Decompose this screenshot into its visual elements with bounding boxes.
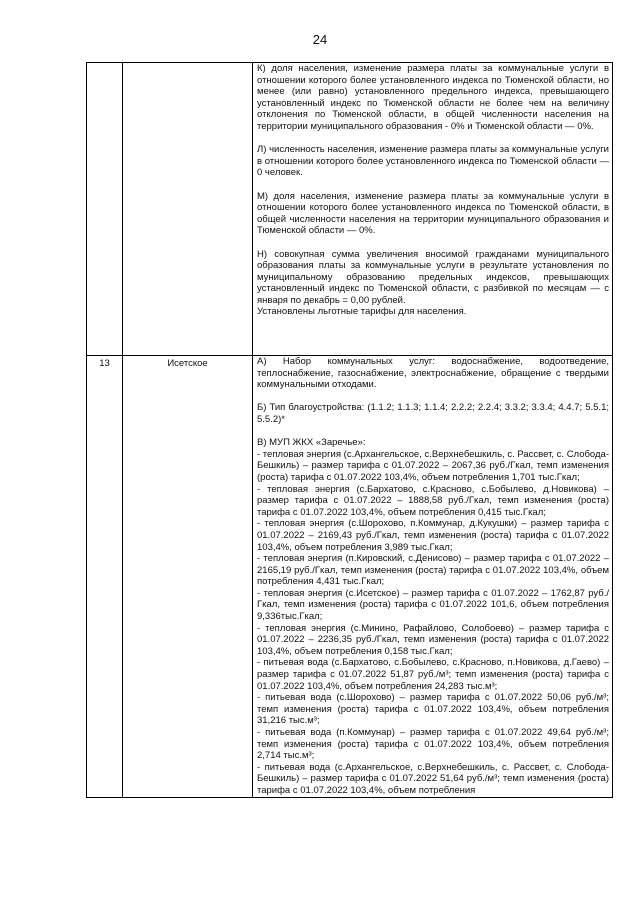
tariff-item: - тепловая энергия (с.Архангельское, с.Верхнебешкиль, с. Рассвет, с. Слобода-Бешкиль) – размер тарифа с 01.07.2022 – 2067,36 руб./Гкал, темп изменения (роста) тарифа с 01.07.2022 103,4%, объем потребления 1,701 тыс.Гкал; [257,448,609,483]
paragraph-l: Л) численность населения, изменение размера платы за коммунальные услуги в отношении которого более установленного индекса по Тюменской области — 0 человек. [257,144,609,179]
section-c-title: В) МУП ЖКХ «Заречье»: [257,437,366,449]
tariff-item: - тепловая энергия (с.Минино, Рафайлово, Солобоево) – размер тарифа с 01.07.2022 – 2236,35 руб./Гкал, темп изменения (роста) тарифа с 01.07.2022 103,4%, объем потребления 0,158 тыс.Гкал; [257,622,609,657]
tariff-item: - тепловая энергия (с.Исетское) – размер тарифа с 01.07.2022 – 1762,87 руб./Гкал, темп изменения (роста) тарифа с 01.07.2022 101,6, объем потребления 9,336тыс.Гкал; [257,587,609,623]
municipality-cell [123,63,253,356]
tariff-item: - тепловая энергия (с.Шорохово, п.Коммунар, д.Кукушки) – размер тарифа с 01.07.2022 – 2169,43 руб./Гкал, темп изменения (роста) тарифа с 01.07.2022 103,4%, объем потребления 3,989 тыс.Гкал; [257,518,609,553]
benefit-note: Установлены льготные тарифы для населения. [257,306,467,318]
section-a: А) Набор коммунальных услуг: водоснабжение, водоотведение, теплоснабжение, газоснабжение, электроснабжение, обращение с твердыми коммунальными отходами. [257,356,609,391]
tariff-table [86,62,613,798]
page-number: 24 [312,32,328,47]
paragraph-k: К) доля населения, изменение размера платы за коммунальные услуги в отношении которого более установленного индекса по Тюменской области, но менее (или равно) установленного предельного индекса, превышающего установленный индекс по Тюменской области не более чем на величину отклонения по Тюменской области, в общей численности населения на территории муниципального образования - 0% и Тюменской области — 0%. [257,63,609,132]
tariff-item: - питьевая вода (с.Шорохово) – размер тарифа с 01.07.2022 50,06 руб./м³; темп изменения (роста) тарифа с 01.07.2022 103,4%, объем потребления 31,216 тыс.м³; [257,692,609,727]
row-number-cell: 13 [87,356,123,798]
info-cell [253,356,613,798]
table-row [87,63,613,356]
tariff-item: - тепловая энергия (п.Кировский, с.Денисово) – размер тарифа с 01.07.2022 – 2165,19 руб./Гкал, темп изменения (роста) тарифа с 01.07.2022 103,4%, объем потребления 4,431 тыс.Гкал; [257,553,609,588]
info-cell [253,63,613,356]
tariff-item: - тепловая энергия (с.Бархатово, с.Красново, с.Бобылево, д.Новикова) – размер тарифа с 01.07.2022 – 1888,58 руб./Гкал, темп изменения (роста) тарифа с 01.07.2022 103,4%, объем потребления 0,415 тыс.Гкал; [257,483,609,518]
municipality-cell: Исетское [123,356,253,798]
section-b: Б) Тип благоустройства: (1.1.2; 1.1.3; 1.1.4; 2.2.2; 2.2.4; 3.3.2; 3.3.4; 4.4.7; 5.5.1; 5.5.2)* [257,402,609,425]
tariff-item: - питьевая вода (с.Бархатово, с.Бобылево, с.Красново, п.Новикова, д.Гаево) – размер тарифа с 01.07.2022 51,87 руб./м³; темп изменения (роста) тарифа с 01.07.2022 103,4%, объем потребления 24,283 тыс.м³; [257,657,609,692]
table-row [87,356,613,798]
tariff-item: - питьевая вода (п.Коммунар) – размер тарифа с 01.07.2022 49,64 руб./м³; темп изменения (роста) тарифа с 01.07.2022 103,4%, объем потребления 2,714 тыс.м³; [257,727,609,762]
row-number-cell [87,63,123,356]
paragraph-m: М) доля населения, изменение размера платы за коммунальные услуги в отношении которого более установленного индекса по Тюменской области, в общей численности населения на территории муниципального образования и Тюменской области — 0%. [257,190,609,237]
tariff-item: - питьевая вода (с.Архангельское, с.Верхнебешкиль, с. Рассвет, с. Слобода-Бешкиль) – размер тарифа с 01.07.2022 51,64 руб./м³; темп изменения (роста) тарифа с 01.07.2022 103,4%, объем потребления [257,761,609,796]
paragraph-n: Н) совокупная сумма увеличения вносимой гражданами муниципального образования платы за коммунальные услуги в результате установления по муниципальному образованию предельных индексов, превышающих установленный индекс по Тюменской области, с разбивкой по месяцам — с января по декабрь = 0,00 рублей. [257,248,609,306]
